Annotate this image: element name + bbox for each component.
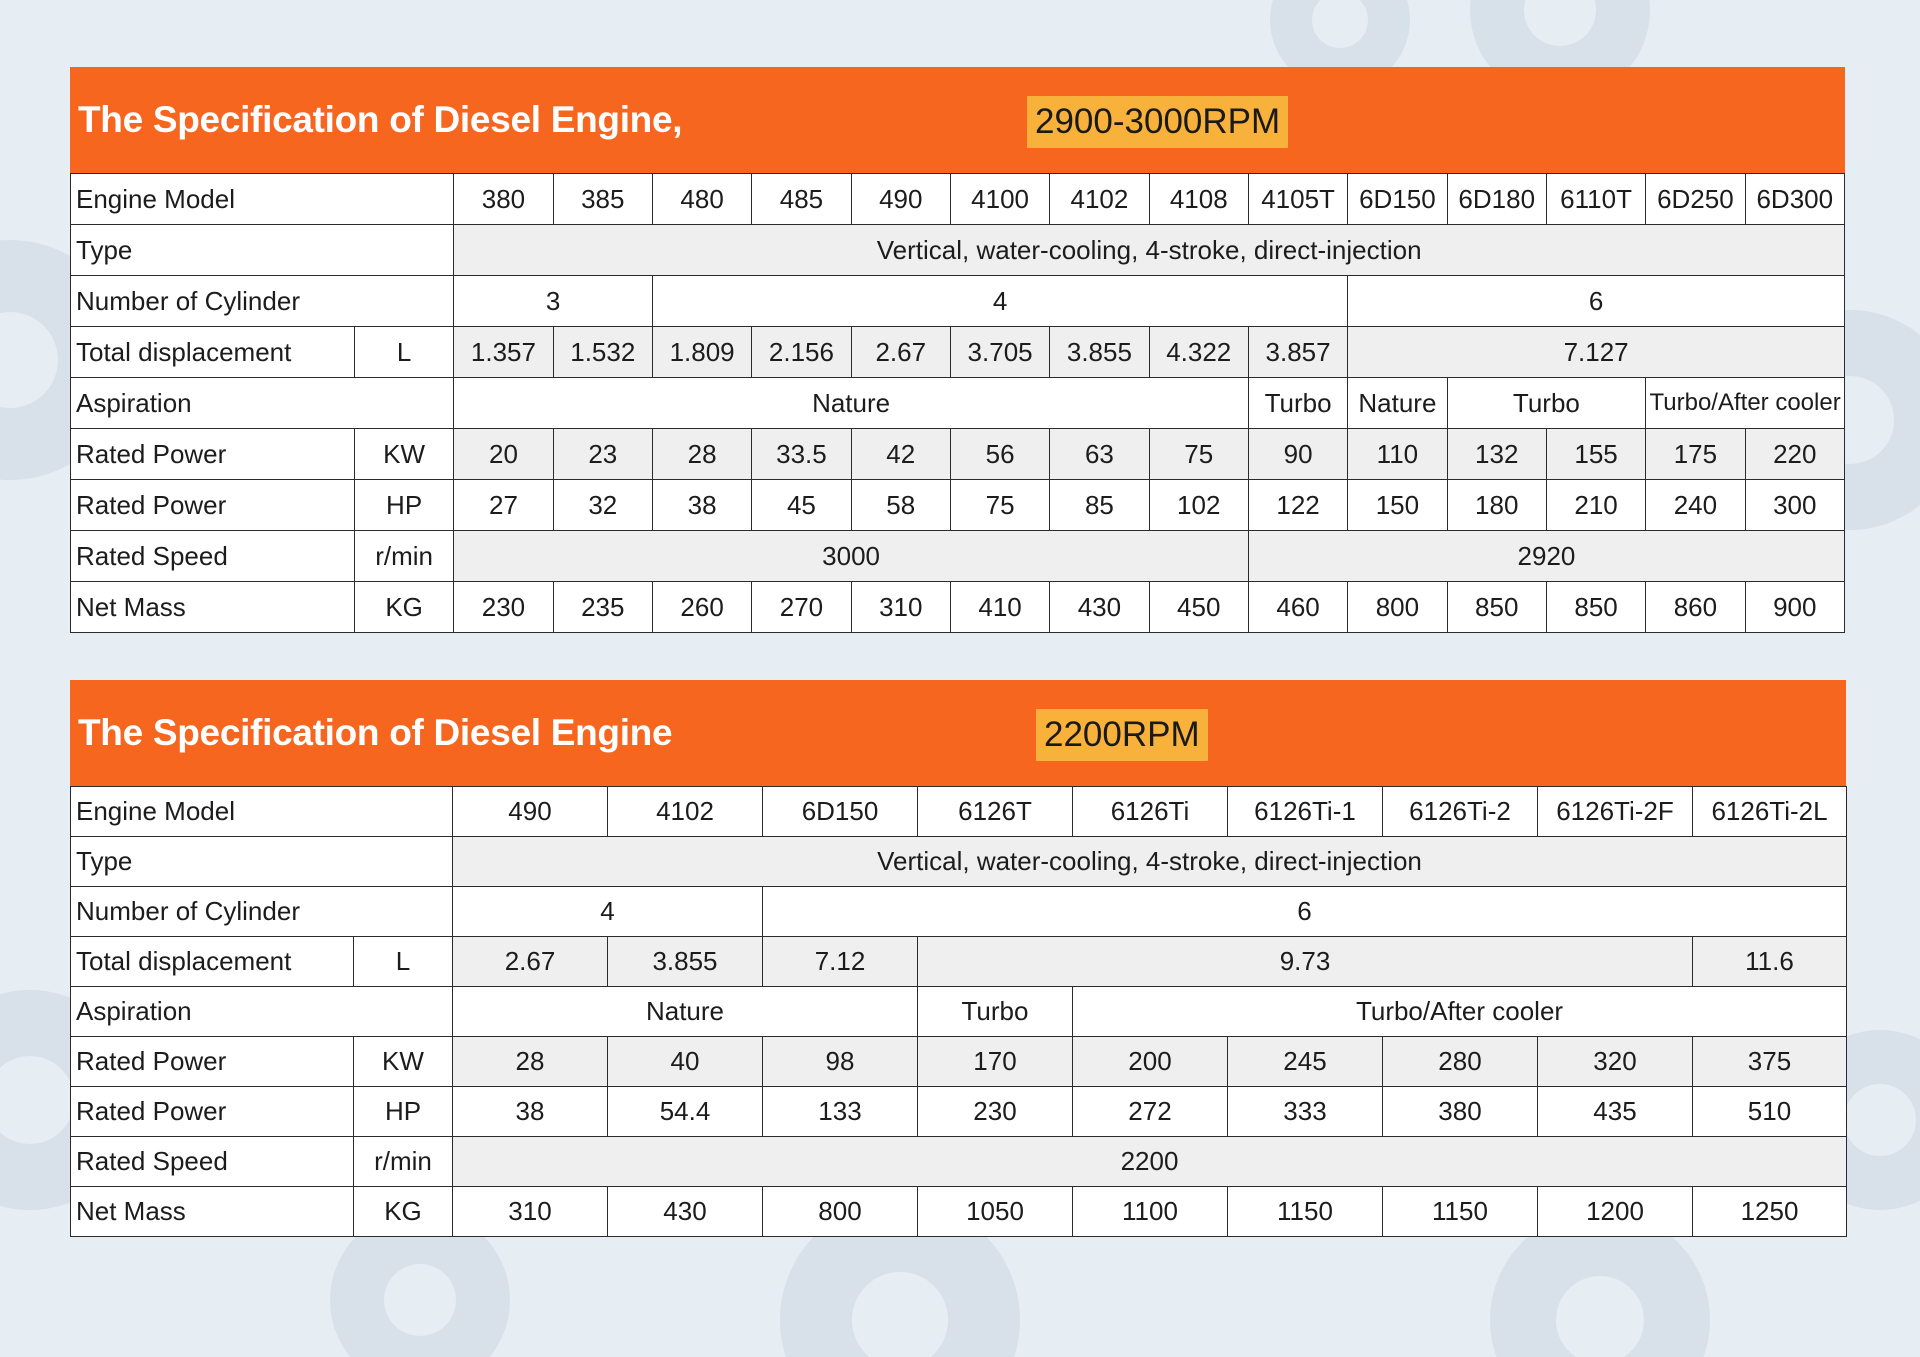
kw-cell: 155 — [1546, 429, 1645, 480]
row-label: Type — [71, 837, 453, 887]
mass-cell: 1150 — [1228, 1187, 1383, 1237]
displacement-cell: 3.705 — [950, 327, 1049, 378]
model-cell: 490 — [453, 787, 608, 837]
hp-cell: 38 — [453, 1087, 608, 1137]
type-value: Vertical, water-cooling, 4-stroke, direct-injection — [453, 837, 1847, 887]
mass-cell: 1150 — [1383, 1187, 1538, 1237]
row-rated-speed — [71, 1137, 1847, 1187]
model-cell: 4105T — [1248, 174, 1347, 225]
unit-cell: L — [354, 327, 453, 378]
speed-cell: 3000 — [454, 531, 1249, 582]
hp-cell: 380 — [1383, 1087, 1538, 1137]
row-rated-power-hp — [71, 1087, 1847, 1137]
model-cell: 6126Ti-2 — [1383, 787, 1538, 837]
displacement-cell: 4.322 — [1149, 327, 1248, 378]
displacement-cell: 1.809 — [652, 327, 751, 378]
row-label: Aspiration — [71, 378, 454, 429]
model-cell: 4102 — [608, 787, 763, 837]
kw-cell: 28 — [453, 1037, 608, 1087]
hp-cell: 122 — [1248, 480, 1347, 531]
hp-cell: 510 — [1693, 1087, 1847, 1137]
type-value: Vertical, water-cooling, 4-stroke, direct-injection — [454, 225, 1845, 276]
hp-cell: 58 — [851, 480, 950, 531]
row-rated-power-kw — [71, 1037, 1847, 1087]
table-title: The Specification of Diesel Engine, — [78, 99, 683, 140]
hp-cell: 435 — [1538, 1087, 1693, 1137]
hp-cell: 150 — [1348, 480, 1447, 531]
mass-cell: 450 — [1149, 582, 1248, 633]
mass-cell: 1250 — [1693, 1187, 1847, 1237]
displacement-cell: 1.532 — [553, 327, 652, 378]
row-type — [71, 225, 1845, 276]
displacement-cell: 9.73 — [918, 937, 1693, 987]
row-label: Number of Cylinder — [71, 887, 453, 937]
mass-cell: 850 — [1546, 582, 1645, 633]
mass-cell: 230 — [454, 582, 553, 633]
kw-cell: 56 — [950, 429, 1049, 480]
model-cell: 6D250 — [1646, 174, 1745, 225]
row-label: Engine Model — [71, 787, 453, 837]
model-cell: 385 — [553, 174, 652, 225]
mass-cell: 460 — [1248, 582, 1347, 633]
hp-cell: 85 — [1050, 480, 1149, 531]
row-label: Engine Model — [71, 174, 454, 225]
table-banner — [70, 67, 1845, 173]
model-cell: 6D300 — [1745, 174, 1844, 225]
mass-cell: 270 — [752, 582, 851, 633]
mass-cell: 900 — [1745, 582, 1844, 633]
rpm-badge: 2900-3000RPM — [1027, 96, 1288, 148]
mass-cell: 235 — [553, 582, 652, 633]
cylinder-cell: 4 — [453, 887, 763, 937]
row-engine-model — [71, 174, 1845, 225]
kw-cell: 245 — [1228, 1037, 1383, 1087]
row-label: Aspiration — [71, 987, 453, 1037]
unit-cell: KG — [354, 582, 453, 633]
kw-cell: 375 — [1693, 1037, 1847, 1087]
model-cell: 6D150 — [1348, 174, 1447, 225]
kw-cell: 132 — [1447, 429, 1546, 480]
row-label: Rated Speed — [71, 1137, 354, 1187]
kw-cell: 220 — [1745, 429, 1844, 480]
hp-cell: 75 — [950, 480, 1049, 531]
row-label: Rated Speed — [71, 531, 355, 582]
kw-cell: 98 — [763, 1037, 918, 1087]
row-aspiration — [71, 987, 1847, 1037]
row-cylinder — [71, 276, 1845, 327]
unit-cell: HP — [354, 1087, 453, 1137]
mass-cell: 410 — [950, 582, 1049, 633]
hp-cell: 45 — [752, 480, 851, 531]
kw-cell: 23 — [553, 429, 652, 480]
hp-cell: 180 — [1447, 480, 1546, 531]
row-rated-speed — [71, 531, 1845, 582]
displacement-cell: 2.156 — [752, 327, 851, 378]
row-label: Type — [71, 225, 454, 276]
hp-cell: 300 — [1745, 480, 1844, 531]
rpm-badge: 2200RPM — [1036, 709, 1208, 761]
table-title: The Specification of Diesel Engine — [78, 712, 673, 753]
spec-table-2200rpm — [70, 680, 1846, 1237]
row-aspiration — [71, 378, 1845, 429]
displacement-cell: 3.855 — [608, 937, 763, 987]
row-type — [71, 837, 1847, 887]
displacement-cell: 11.6 — [1693, 937, 1847, 987]
model-cell: 6126T — [918, 787, 1073, 837]
hp-cell: 27 — [454, 480, 553, 531]
displacement-cell: 2.67 — [851, 327, 950, 378]
unit-cell: KW — [354, 1037, 453, 1087]
row-cylinder — [71, 887, 1847, 937]
kw-cell: 170 — [918, 1037, 1073, 1087]
model-cell: 480 — [652, 174, 751, 225]
mass-cell: 430 — [1050, 582, 1149, 633]
cylinder-cell: 3 — [454, 276, 653, 327]
cylinder-cell: 6 — [763, 887, 1847, 937]
kw-cell: 320 — [1538, 1037, 1693, 1087]
row-rated-power-hp — [71, 480, 1845, 531]
kw-cell: 200 — [1073, 1037, 1228, 1087]
unit-cell: r/min — [354, 1137, 453, 1187]
row-net-mass — [71, 582, 1845, 633]
mass-cell: 800 — [763, 1187, 918, 1237]
row-rated-power-kw — [71, 429, 1845, 480]
row-label: Net Mass — [71, 582, 355, 633]
mass-cell: 860 — [1646, 582, 1745, 633]
unit-cell: KW — [354, 429, 453, 480]
kw-cell: 280 — [1383, 1037, 1538, 1087]
row-displacement — [71, 937, 1847, 987]
aspiration-cell: Nature — [1348, 378, 1447, 429]
mass-cell: 800 — [1348, 582, 1447, 633]
displacement-cell: 1.357 — [454, 327, 553, 378]
model-cell: 380 — [454, 174, 553, 225]
kw-cell: 20 — [454, 429, 553, 480]
hp-cell: 272 — [1073, 1087, 1228, 1137]
model-cell: 4102 — [1050, 174, 1149, 225]
hp-cell: 133 — [763, 1087, 918, 1137]
row-net-mass — [71, 1187, 1847, 1237]
model-cell: 6126Ti-1 — [1228, 787, 1383, 837]
row-label: Total displacement — [71, 937, 354, 987]
unit-cell: HP — [354, 480, 453, 531]
kw-cell: 90 — [1248, 429, 1347, 480]
row-label: Rated Power — [71, 480, 355, 531]
spec-table — [70, 173, 1845, 633]
unit-cell: KG — [354, 1187, 453, 1237]
row-label: Rated Power — [71, 1037, 354, 1087]
row-label: Rated Power — [71, 429, 355, 480]
mass-cell: 1050 — [918, 1187, 1073, 1237]
kw-cell: 110 — [1348, 429, 1447, 480]
aspiration-cell: Turbo/After cooler — [1073, 987, 1847, 1037]
model-cell: 485 — [752, 174, 851, 225]
model-cell: 6126Ti-2F — [1538, 787, 1693, 837]
row-label: Number of Cylinder — [71, 276, 454, 327]
cylinder-cell: 6 — [1348, 276, 1845, 327]
aspiration-cell: Turbo/After cooler — [1646, 378, 1845, 429]
mass-cell: 430 — [608, 1187, 763, 1237]
model-cell: 490 — [851, 174, 950, 225]
displacement-cell: 7.127 — [1348, 327, 1845, 378]
mass-cell: 260 — [652, 582, 751, 633]
row-label: Total displacement — [71, 327, 355, 378]
speed-cell: 2200 — [453, 1137, 1847, 1187]
hp-cell: 54.4 — [608, 1087, 763, 1137]
hp-cell: 102 — [1149, 480, 1248, 531]
model-cell: 6D180 — [1447, 174, 1546, 225]
mass-cell: 1100 — [1073, 1187, 1228, 1237]
row-label: Rated Power — [71, 1087, 354, 1137]
hp-cell: 32 — [553, 480, 652, 531]
row-engine-model — [71, 787, 1847, 837]
hp-cell: 230 — [918, 1087, 1073, 1137]
kw-cell: 175 — [1646, 429, 1745, 480]
model-cell: 6110T — [1546, 174, 1645, 225]
cylinder-cell: 4 — [652, 276, 1347, 327]
aspiration-cell: Nature — [453, 987, 918, 1037]
displacement-cell: 3.857 — [1248, 327, 1347, 378]
hp-cell: 333 — [1228, 1087, 1383, 1137]
kw-cell: 40 — [608, 1037, 763, 1087]
spec-table-3000rpm — [70, 67, 1845, 633]
kw-cell: 63 — [1050, 429, 1149, 480]
table-banner — [70, 680, 1846, 786]
aspiration-cell: Turbo — [1248, 378, 1347, 429]
model-cell: 4100 — [950, 174, 1049, 225]
kw-cell: 28 — [652, 429, 751, 480]
kw-cell: 42 — [851, 429, 950, 480]
unit-cell: L — [354, 937, 453, 987]
row-label: Net Mass — [71, 1187, 354, 1237]
aspiration-cell: Nature — [454, 378, 1249, 429]
displacement-cell: 2.67 — [453, 937, 608, 987]
aspiration-cell: Turbo — [918, 987, 1073, 1037]
row-displacement — [71, 327, 1845, 378]
speed-cell: 2920 — [1248, 531, 1844, 582]
displacement-cell: 7.12 — [763, 937, 918, 987]
mass-cell: 310 — [851, 582, 950, 633]
displacement-cell: 3.855 — [1050, 327, 1149, 378]
model-cell: 6126Ti — [1073, 787, 1228, 837]
spec-table — [70, 786, 1847, 1237]
kw-cell: 33.5 — [752, 429, 851, 480]
hp-cell: 210 — [1546, 480, 1645, 531]
model-cell: 4108 — [1149, 174, 1248, 225]
hp-cell: 38 — [652, 480, 751, 531]
model-cell: 6D150 — [763, 787, 918, 837]
unit-cell: r/min — [354, 531, 453, 582]
model-cell: 6126Ti-2L — [1693, 787, 1847, 837]
mass-cell: 850 — [1447, 582, 1546, 633]
aspiration-cell: Turbo — [1447, 378, 1646, 429]
mass-cell: 1200 — [1538, 1187, 1693, 1237]
kw-cell: 75 — [1149, 429, 1248, 480]
mass-cell: 310 — [453, 1187, 608, 1237]
hp-cell: 240 — [1646, 480, 1745, 531]
